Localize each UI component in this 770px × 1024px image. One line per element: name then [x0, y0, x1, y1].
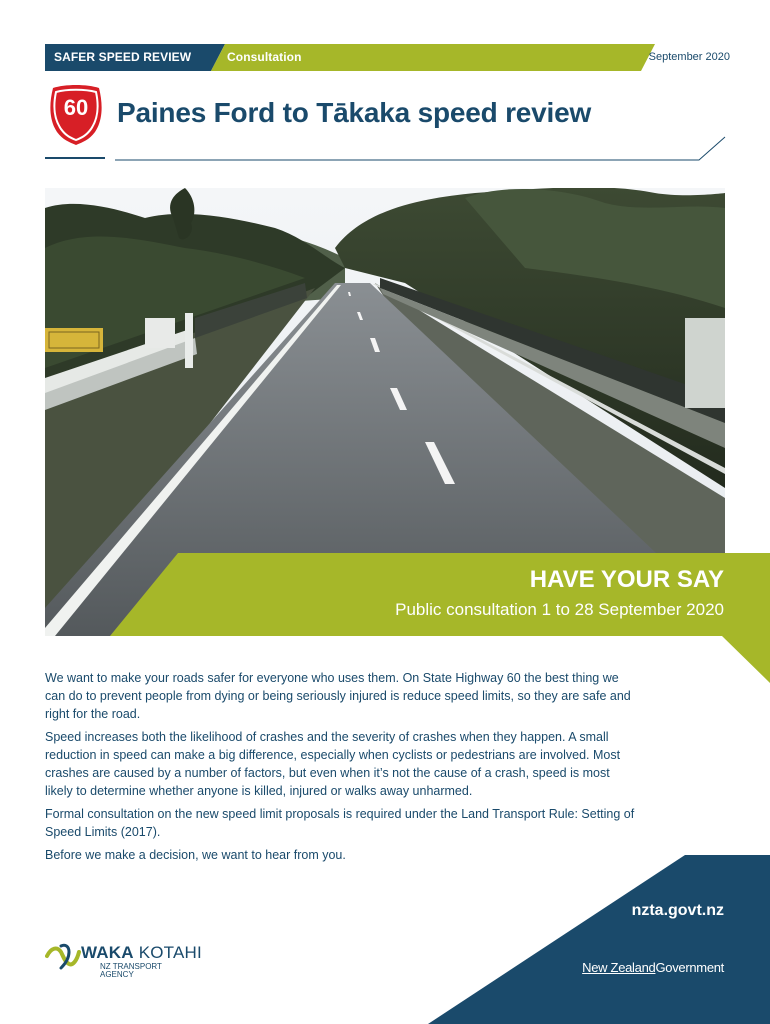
- body-paragraph-4: Before we make a decision, we want to hear from you.: [45, 848, 346, 862]
- logo-word-kotahi: KOTAHI: [138, 943, 202, 962]
- header-ribbon: [45, 44, 655, 71]
- highway-shield-icon: [45, 84, 107, 146]
- body-paragraph-3: Formal consultation on the new speed limit proposals is required under the Land Transport Rule: Setting of Speed Limits (2017).: [45, 807, 635, 839]
- logo-wordmark: [81, 943, 202, 963]
- nz-government-part-2: Government: [655, 960, 724, 975]
- body-text: [45, 669, 635, 869]
- footer-navy-shape: [0, 855, 770, 1024]
- have-your-say-subheading: Public consultation 1 to 28 September 2020: [395, 600, 724, 619]
- tag-consultation: Consultation: [227, 50, 302, 64]
- title-rule-short: [45, 157, 105, 159]
- body-paragraph-1: We want to make your roads safer for everyone who uses them. On State Highway 60 the best thing we can do to prevent people from dying or being seriously injured is reduce speed limits, so they are safe and right for the road.: [45, 671, 631, 721]
- title-rule-long: [115, 136, 727, 162]
- logo-word-waka: WAKA: [81, 943, 134, 962]
- logo-subtitle-line-2: AGENCY: [100, 970, 134, 979]
- waka-kotahi-logo: [45, 942, 235, 982]
- have-your-say-heading: HAVE YOUR SAY: [529, 566, 724, 593]
- nzta-url[interactable]: nzta.govt.nz: [631, 902, 724, 919]
- body-paragraph-2: Speed increases both the likelihood of crashes and the severity of crashes when they happen. A small reduction in speed can make a big difference, especially when cyclists or pedestrians are involved. Most crashes are caused by a number of factors, but even when it’s not the cause of a crash, speed is most likely to determine whether anyone is killed, injured or walks away unharmed.: [45, 730, 621, 798]
- nz-government-logo: [582, 960, 724, 975]
- waka-kotahi-logo-icon: [45, 942, 81, 972]
- logo-subtitle: [100, 963, 190, 979]
- tag-safer-speed-review: SAFER SPEED REVIEW: [54, 50, 192, 64]
- logo-subtitle-line-1: NZ TRANSPORT: [100, 962, 162, 971]
- highway-number: 60: [63, 95, 89, 120]
- publication-date: September 2020: [648, 51, 730, 63]
- page-title: Paines Ford to Tākaka speed review: [117, 97, 592, 128]
- nz-government-part-1: New Zealand: [582, 960, 656, 975]
